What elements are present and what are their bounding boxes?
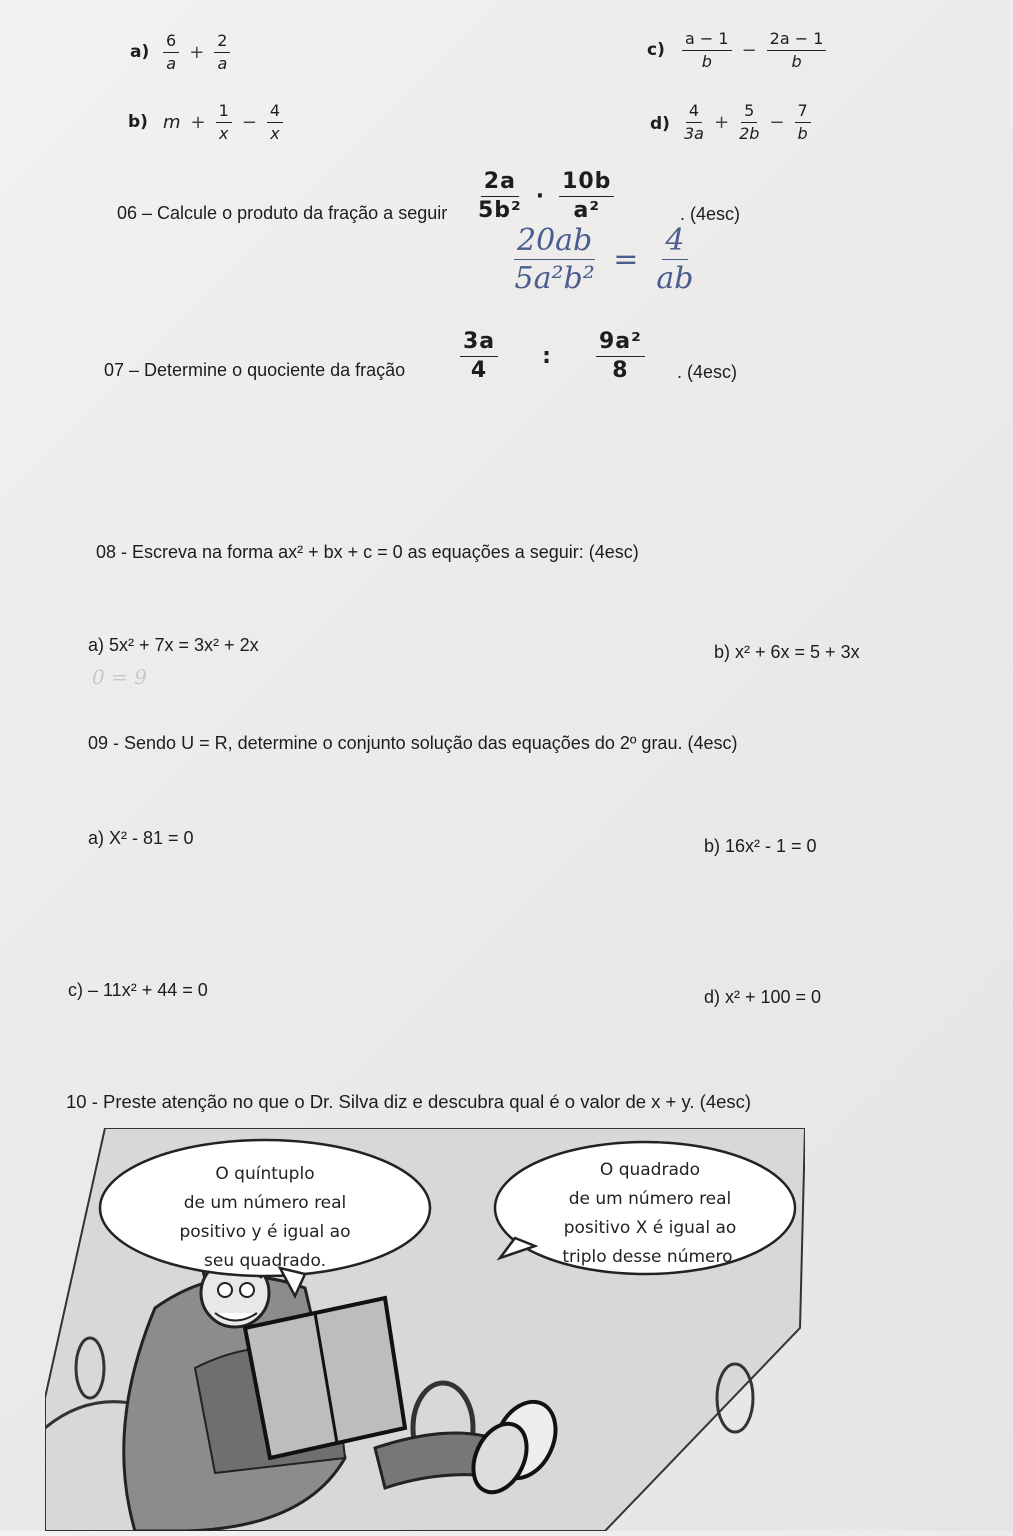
item-a-label: a): [130, 42, 150, 62]
q09-item-d: d) x² + 100 = 0: [704, 987, 822, 1007]
dr-silva-cartoon: [45, 1128, 805, 1531]
q10-text: 10 - Preste atenção no que o Dr. Silva diz e descubra qual é o valor de x + y. (4esc): [66, 1091, 752, 1112]
item-c-label: c): [647, 40, 665, 60]
q09-item-a: a) X² - 81 = 0: [88, 828, 194, 848]
q09-item-c: c) – 11x² + 44 = 0: [68, 980, 208, 1000]
speech-bubble-right: O quadrado de um número real positivo X é igual ao triplo desse número.: [562, 1160, 738, 1267]
speech-bubble-left: O quíntuplo de um número real positivo y é igual ao seu quadrado.: [179, 1164, 351, 1271]
item-b-expression: m + $\frac{1}{x}$ − $\frac{4}{x}$: [163, 102, 283, 142]
item-d-expression: $\frac{4}{3a}$ + $\frac{5}{2b}$ − $\frac{7}{b}$: [684, 102, 811, 142]
q07-text: 07 – Determine o quociente da fração: [104, 360, 406, 380]
item-d-label: d): [650, 114, 670, 134]
q09-text: 09 - Sendo U = R, determine o conjunto solução das equações do 2º grau. (4esc): [88, 733, 738, 753]
q08-faint-note: 0 = 9: [92, 665, 147, 689]
q06-expression: $\frac{2a}{\text{5b²}}$ · $\frac{10b}{\text{a²}}$: [478, 170, 614, 223]
q06-handwritten-answer: $\frac{20ab}{\text{5a²b²}}$ = $\frac{4}{ab}$: [514, 223, 694, 296]
q08-text: 08 - Escreva na forma ax² + bx + c = 0 as equações a seguir: (4esc): [96, 542, 639, 562]
item-c-expression: $\frac{a - 1}{b}$ − $\frac{2a - 1}{b}$: [682, 30, 826, 70]
q07-expression: $\frac{3a}{4}$ : $\frac{\text{9a²}}{8}$: [460, 330, 645, 383]
q08-item-b: b) x² + 6x = 5 + 3x: [714, 642, 860, 662]
q06-tag: . (4esc): [680, 204, 741, 224]
q07-tag: . (4esc): [677, 362, 738, 382]
q09-item-b: b) 16x² - 1 = 0: [704, 836, 817, 856]
q06-text: 06 – Calcule o produto da fração a seguir: [117, 203, 448, 223]
item-a-expression: $\frac{6}{a}$ + $\frac{2}{a}$: [163, 32, 230, 72]
item-b-label: b): [128, 112, 148, 132]
q08-item-a: a) 5x² + 7x = 3x² + 2x: [88, 635, 259, 655]
